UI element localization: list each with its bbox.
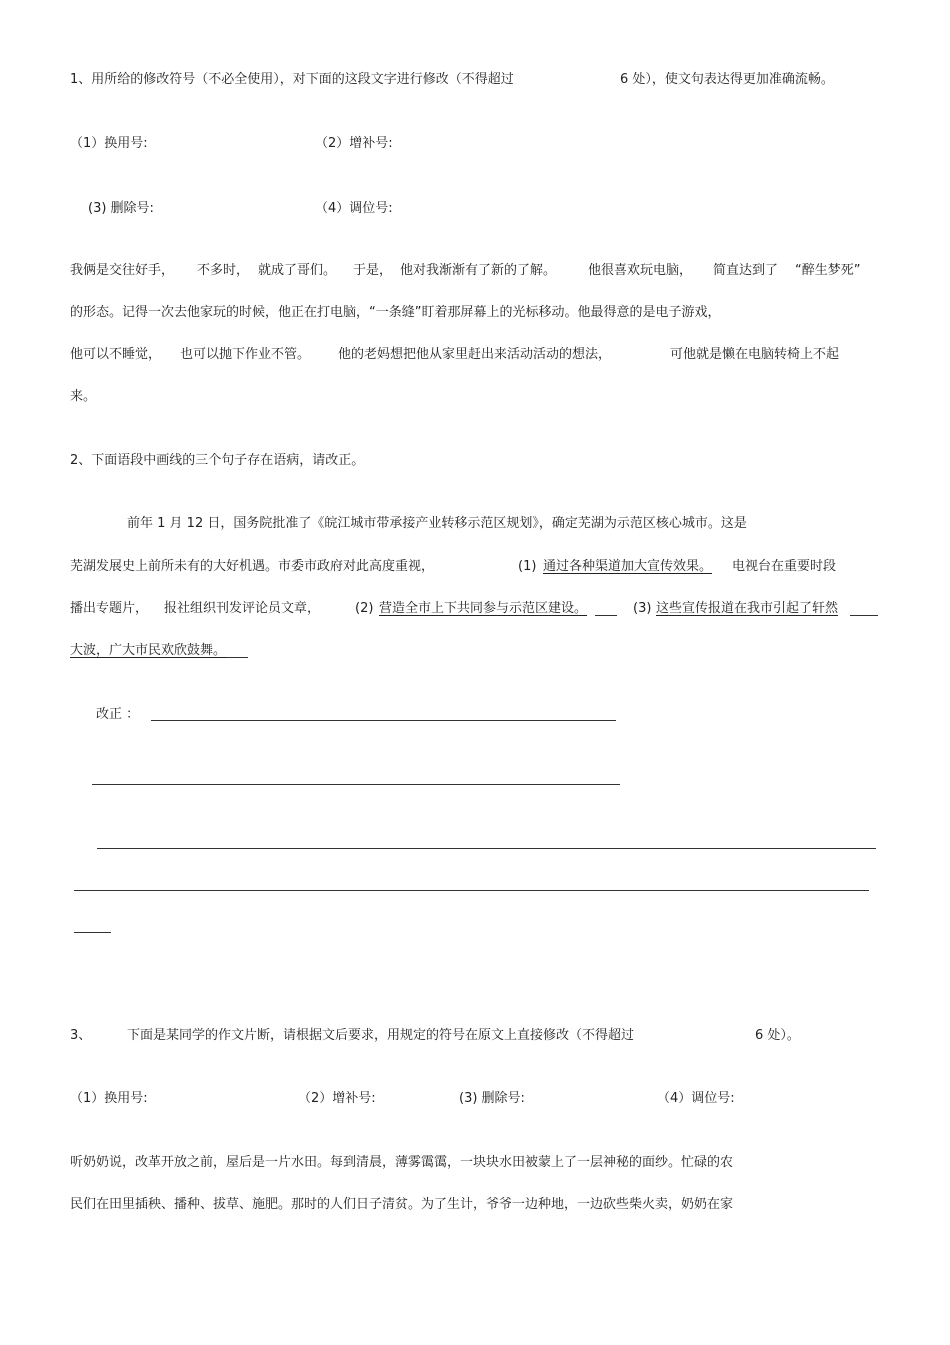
underline-extension <box>226 657 248 658</box>
q2-sentence-3-underlined: 这些宣传报道在我市引起了轩然 <box>656 601 839 616</box>
q2-sentence-3-underlined-cont: 大波，广大市民欢欣鼓舞。 <box>70 643 227 658</box>
q1-passage-segment: 我俩是交往好手， <box>70 263 175 278</box>
q1-passage-segment: 他对我渐渐有了新的了解。 <box>400 263 557 278</box>
q2-passage-segment: 播出专题片， <box>70 601 149 616</box>
q1-passage-segment: 于是， <box>353 263 393 278</box>
q3-instruction-limit: 6 处）。 <box>755 1028 800 1043</box>
q1-symbol-insert: （2）增补号: <box>315 136 393 151</box>
underline-extension <box>595 615 617 616</box>
q1-passage-segment: 也可以抛下作业不管。 <box>180 347 311 362</box>
q1-passage-segment: 就成了哥们。 <box>258 263 337 278</box>
underline-extension <box>850 615 878 616</box>
q2-passage-segment: 报社组织刊发评论员文章， <box>164 601 321 616</box>
q2-instruction: 2、下面语段中画线的三个句子存在语病，请改正。 <box>70 453 365 468</box>
q2-correction-label: 改正 ： <box>96 707 140 722</box>
q1-passage-line: 的形态。记得一次去他家玩的时候，他正在打电脑，“一条缝”盯着那屏幕上的光标移动。他最得意的是电子游戏， <box>70 305 721 320</box>
q2-answer-line[interactable] <box>74 932 111 933</box>
q1-passage-segment: 他的老妈想把他从家里赶出来活动活动的想法， <box>338 347 612 362</box>
q1-symbol-move: （4）调位号: <box>315 201 393 216</box>
q1-instruction-limit: 6 处），使文句表达得更加准确流畅。 <box>620 72 834 87</box>
q2-sentence-1-number: (1) <box>518 559 537 574</box>
q2-answer-line[interactable] <box>151 720 616 721</box>
q2-answer-line[interactable] <box>74 890 869 891</box>
q3-instruction: 下面是某同学的作文片断，请根据文后要求，用规定的符号在原文上直接修改（不得超过 <box>127 1028 635 1043</box>
q2-passage-segment: 电视台在重要时段 <box>732 559 837 574</box>
q2-answer-line[interactable] <box>92 784 620 785</box>
q1-passage-segment: 简直达到了 <box>713 263 779 278</box>
q1-passage-line: 来。 <box>70 389 97 404</box>
q3-symbol-insert: （2）增补号: <box>298 1091 376 1106</box>
q1-passage-segment: 他很喜欢玩电脑， <box>588 263 693 278</box>
q1-passage-segment: 他可以不睡觉， <box>70 347 162 362</box>
q3-symbol-delete: (3) 删除号: <box>459 1091 525 1106</box>
q1-symbol-delete: (3) 删除号: <box>88 201 154 216</box>
q2-sentence-2-underlined: 营造全市上下共同参与示范区建设。 <box>379 601 588 616</box>
q2-sentence-3-number: (3) <box>633 601 652 616</box>
q2-passage-line: 芜湖发展史上前所未有的大好机遇。市委市政府对此高度重视， <box>70 559 435 574</box>
q2-sentence-1-underlined: 通过各种渠道加大宣传效果。 <box>543 559 713 574</box>
q1-passage-segment: “醉生梦死” <box>795 263 861 278</box>
q3-passage-line: 听奶奶说，改革开放之前，屋后是一片水田。每到清晨，薄雾霭霭，一块块水田被蒙上了一层神秘的面纱。忙碌的农 <box>70 1155 734 1170</box>
q3-symbol-move: （4）调位号: <box>657 1091 735 1106</box>
q3-symbol-replace: （1）换用号: <box>70 1091 148 1106</box>
q2-passage-line: 前年 1 月 12 日，国务院批准了《皖江城市带承接产业转移示范区规划》，确定芜湖为示范区核心城市。这是 <box>127 516 747 531</box>
q3-number: 3、 <box>70 1028 92 1043</box>
q1-passage-segment: 不多时， <box>197 263 250 278</box>
q3-passage-line: 民们在田里插秧、播种、拔草、施肥。那时的人们日子清贫。为了生计，爷爷一边种地，一边砍些柴火卖，奶奶在家 <box>70 1197 734 1212</box>
q2-answer-line[interactable] <box>97 848 876 849</box>
q1-symbol-replace: （1）换用号: <box>70 136 148 151</box>
q1-passage-segment: 可他就是懒在电脑转椅上不起 <box>670 347 840 362</box>
q2-sentence-2-number: (2) <box>355 601 374 616</box>
q1-instruction: 1、用所给的修改符号（不必全使用），对下面的这段文字进行修改（不得超过 <box>70 72 514 87</box>
